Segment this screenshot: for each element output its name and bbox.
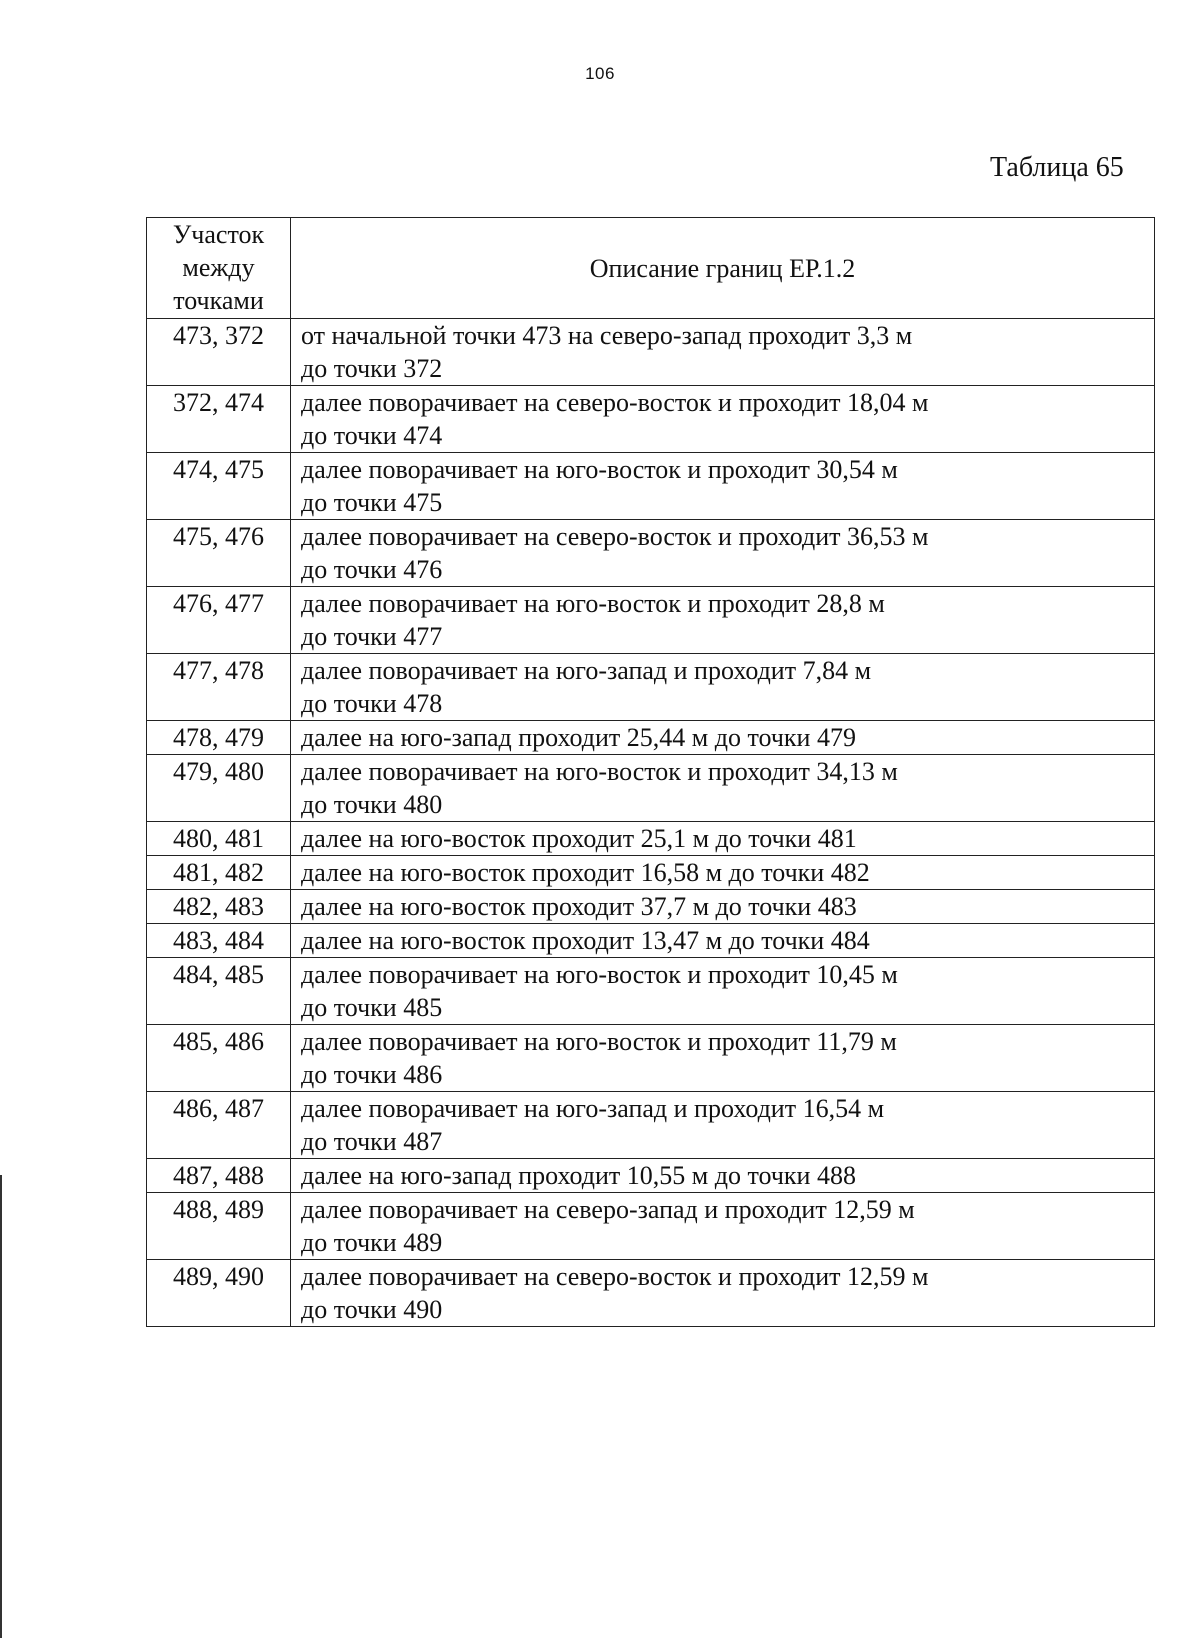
segment-cell: 476, 477 — [147, 587, 291, 654]
description-line: далее на юго-восток проходит 13,47 м до точки 484 — [301, 926, 870, 955]
table-row — [147, 924, 1155, 958]
description-line: до точки 372 — [301, 354, 443, 383]
segment-cell: 489, 490 — [147, 1260, 291, 1327]
description-line: далее поворачивает на юго-восток и проходит 10,45 м — [301, 960, 898, 989]
description-line: далее на юго-восток проходит 37,7 м до точки 483 — [301, 892, 857, 921]
segment-cell: 482, 483 — [147, 890, 291, 924]
description-cell — [291, 386, 1155, 453]
segment-cell: 478, 479 — [147, 721, 291, 755]
description-line: до точки 478 — [301, 689, 443, 718]
description-line: до точки 487 — [301, 1127, 443, 1156]
segment-cell: 484, 485 — [147, 958, 291, 1025]
segment-cell: 474, 475 — [147, 453, 291, 520]
segment-cell: 485, 486 — [147, 1025, 291, 1092]
scan-edge-mark — [0, 1175, 2, 1638]
header-segment-line: точками — [173, 286, 264, 315]
segment-cell: 483, 484 — [147, 924, 291, 958]
description-line: далее на юго-запад проходит 10,55 м до точки 488 — [301, 1161, 856, 1190]
table-row — [147, 1092, 1155, 1159]
description-line: далее на юго-восток проходит 25,1 м до точки 481 — [301, 824, 857, 853]
segment-cell: 475, 476 — [147, 520, 291, 587]
segment-cell: 473, 372 — [147, 319, 291, 386]
description-cell — [291, 1260, 1155, 1327]
description-cell — [291, 890, 1155, 924]
description-cell — [291, 1193, 1155, 1260]
description-cell — [291, 822, 1155, 856]
table-row — [147, 386, 1155, 453]
description-line: далее поворачивает на юго-восток и проходит 28,8 м — [301, 589, 885, 618]
table-row — [147, 721, 1155, 755]
header-segment-line: Участок — [172, 220, 265, 249]
table-row — [147, 587, 1155, 654]
description-cell — [291, 924, 1155, 958]
table-body — [147, 319, 1155, 1327]
description-line: до точки 490 — [301, 1295, 443, 1324]
table-row — [147, 654, 1155, 721]
table-row — [147, 822, 1155, 856]
segment-cell: 486, 487 — [147, 1092, 291, 1159]
segment-cell: 481, 482 — [147, 856, 291, 890]
segment-cell: 487, 488 — [147, 1159, 291, 1193]
description-line: далее поворачивает на юго-запад и проходит 7,84 м — [301, 656, 872, 685]
description-cell — [291, 1159, 1155, 1193]
table-row — [147, 958, 1155, 1025]
description-line: от начальной точки 473 на северо-запад проходит 3,3 м — [301, 321, 913, 350]
description-line: до точки 480 — [301, 790, 443, 819]
description-cell — [291, 958, 1155, 1025]
description-line: до точки 486 — [301, 1060, 443, 1089]
description-line: до точки 477 — [301, 622, 443, 651]
table-row — [147, 1025, 1155, 1092]
description-line: далее поворачивает на юго-восток и проходит 34,13 м — [301, 757, 898, 786]
segment-cell: 372, 474 — [147, 386, 291, 453]
table-row — [147, 520, 1155, 587]
description-line: далее поворачивает на юго-восток и проходит 11,79 м — [301, 1027, 897, 1056]
description-line: далее на юго-восток проходит 16,58 м до точки 482 — [301, 858, 870, 887]
description-cell — [291, 453, 1155, 520]
description-cell — [291, 319, 1155, 386]
segment-cell: 480, 481 — [147, 822, 291, 856]
description-cell — [291, 587, 1155, 654]
table-row — [147, 1193, 1155, 1260]
description-cell — [291, 755, 1155, 822]
description-line: далее поворачивает на северо-восток и проходит 18,04 м — [301, 388, 929, 417]
description-cell — [291, 721, 1155, 755]
header-description: Описание границ ЕР.1.2 — [291, 218, 1155, 319]
table-header-row — [147, 218, 1155, 319]
description-line: до точки 489 — [301, 1228, 443, 1257]
page-number: 106 — [585, 64, 615, 83]
description-cell — [291, 1025, 1155, 1092]
description-line: далее поворачивает на юго-запад и проходит 16,54 м — [301, 1094, 885, 1123]
description-line: далее поворачивает на северо-запад и проходит 12,59 м — [301, 1195, 915, 1224]
segment-cell: 479, 480 — [147, 755, 291, 822]
table-row — [147, 1260, 1155, 1327]
description-cell — [291, 520, 1155, 587]
segment-cell: 477, 478 — [147, 654, 291, 721]
table-row — [147, 1159, 1155, 1193]
description-line: далее поворачивает на северо-восток и проходит 12,59 м — [301, 1262, 929, 1291]
table-row — [147, 453, 1155, 520]
header-segment — [147, 218, 291, 319]
description-line: до точки 476 — [301, 555, 443, 584]
description-cell — [291, 1092, 1155, 1159]
boundary-table — [146, 217, 1155, 1327]
header-segment-line: между — [182, 253, 255, 282]
description-cell — [291, 654, 1155, 721]
description-line: до точки 474 — [301, 421, 443, 450]
description-line: до точки 485 — [301, 993, 443, 1022]
description-line: далее поворачивает на юго-восток и проходит 30,54 м — [301, 455, 898, 484]
description-cell — [291, 856, 1155, 890]
table-row — [147, 856, 1155, 890]
table-row — [147, 890, 1155, 924]
description-line: далее поворачивает на северо-восток и проходит 36,53 м — [301, 522, 929, 551]
table-row — [147, 755, 1155, 822]
description-line: далее на юго-запад проходит 25,44 м до точки 479 — [301, 723, 856, 752]
table-caption: Таблица 65 — [990, 152, 1124, 183]
table-row — [147, 319, 1155, 386]
segment-cell: 488, 489 — [147, 1193, 291, 1260]
description-line: до точки 475 — [301, 488, 443, 517]
